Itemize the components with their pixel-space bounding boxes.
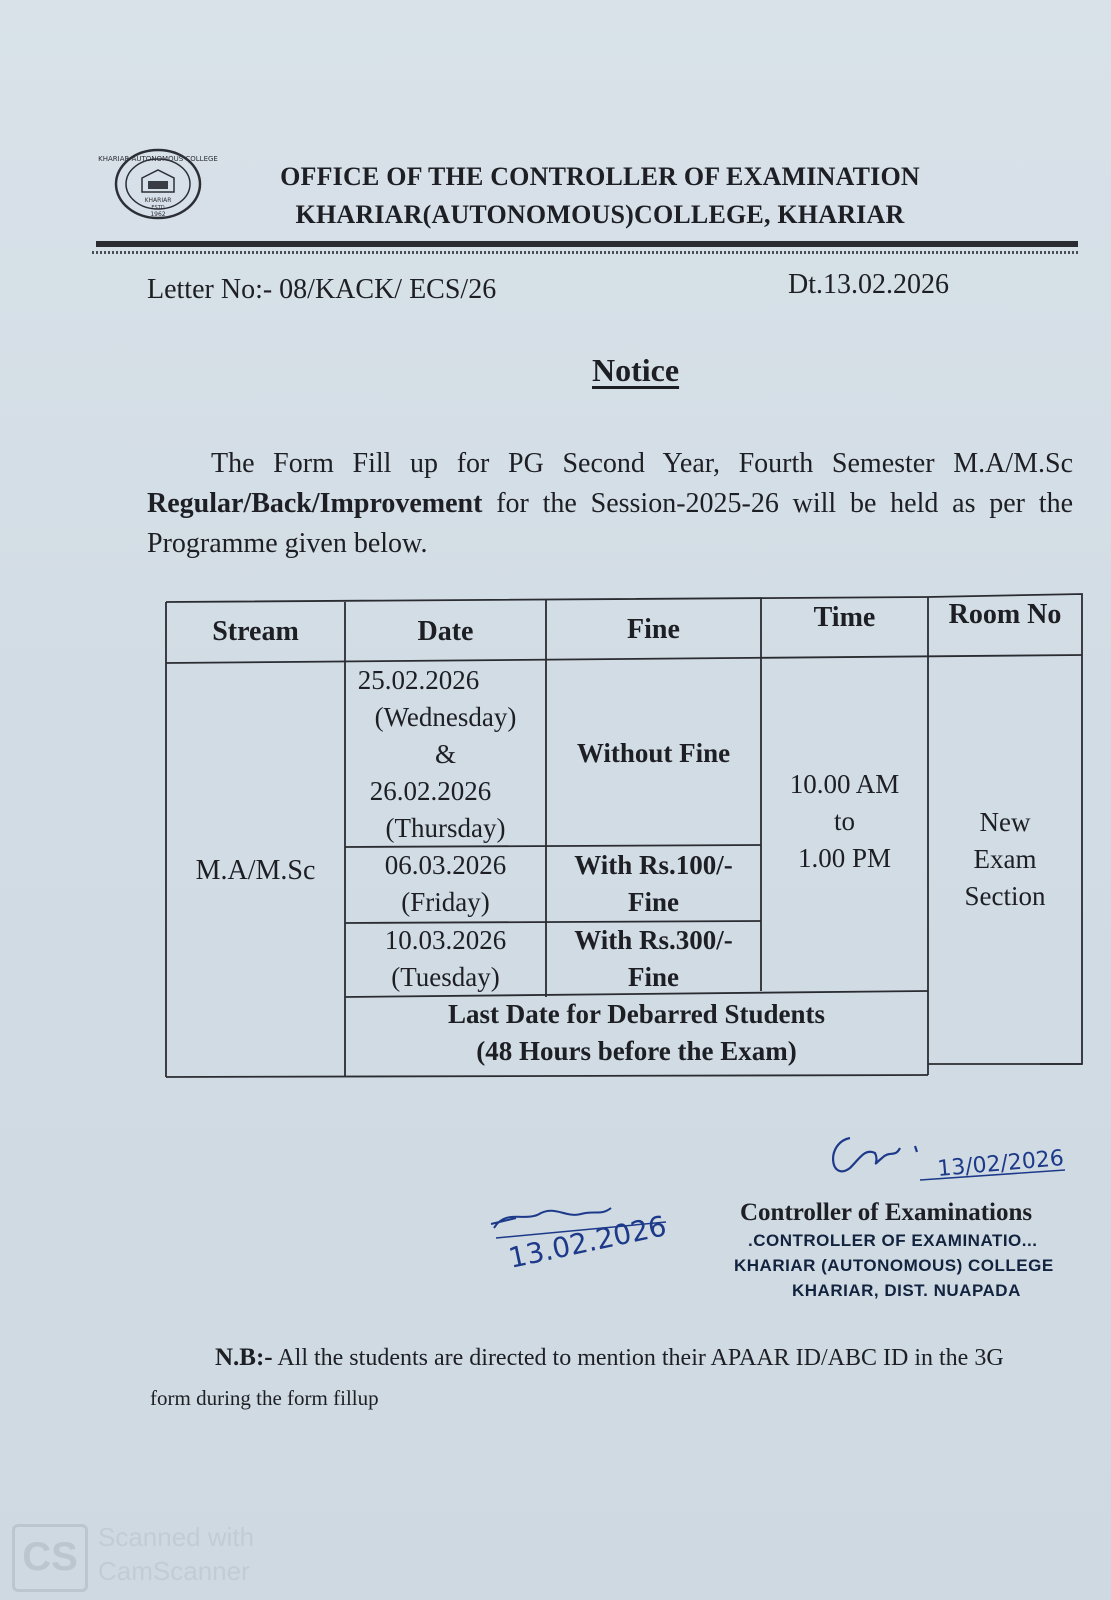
seal-text: KHARIAR AUTONOMOUS COLLEGE [98,155,218,163]
office-title: OFFICE OF THE CONTROLLER OF EXAMINATION [280,162,920,191]
notice-title: Notice [592,352,680,388]
para-bold: Regular/Back/Improvement [147,488,483,519]
room-line1: New [979,807,1031,837]
controller-signature [820,1128,1080,1198]
seal-inner2: ESTD [151,205,165,211]
time-end: 1.00 PM [797,843,892,873]
note [215,1344,1004,1372]
fine-row-2 [546,847,761,921]
date-row-3 [345,922,546,996]
date-row-1 [345,662,546,847]
fine-3b: Fine [628,962,679,992]
room-value [928,804,1082,915]
header-date: Date [417,616,474,647]
date-1e: (Thursday) [385,813,506,843]
seal-inner: KHARIAR [144,197,172,204]
date-row-2 [345,847,546,921]
debarred-note [345,996,928,1070]
room-line3: Section [964,881,1046,911]
room-line2: Exam [973,844,1037,874]
header-fine: Fine [627,614,680,645]
date-1d: 26.02.2026 [369,776,492,806]
time-start: 10.00 AM [789,769,900,799]
handwritten-date: 13/02/2026 [936,1146,1065,1182]
watermark-line2: CamScanner [98,1556,250,1586]
fine-3a: With Rs.300/- [574,925,733,955]
date-1a: 25.02.2026 [357,665,480,695]
second-signature [486,1188,686,1278]
header-stream: Stream [212,616,299,647]
date-2b: (Friday) [401,887,490,917]
debarred-line1: Last Date for Debarred Students [448,999,825,1029]
note-text: All the students are directed to mention their APAAR ID/ABC ID in the 3G [272,1345,1004,1371]
header-room: Room No [948,599,1062,630]
note-continued: form during the form fillup [150,1386,379,1410]
fine-2a: With Rs.100/- [574,850,733,880]
letter-date: Dt.13.02.2026 [788,269,949,300]
para-part2: for the Session-2025-26 will be held as per the Programme given below. [147,488,1073,559]
note-label: N.B:- [215,1344,273,1371]
seal-year: 1962 [150,211,166,218]
controller-title: Controller of Examinations [740,1199,1033,1226]
fine-2b: Fine [628,887,679,917]
college-title: KHARIAR(AUTONOMOUS)COLLEGE, KHARIAR [295,200,905,229]
watermark-line1: Scanned with [98,1522,255,1552]
date-3b: (Tuesday) [391,962,500,992]
date-1c: & [434,739,456,769]
debarred-line2: (48 Hours before the Exam) [476,1036,797,1066]
second-sign-date: 13.02.2026 [505,1209,670,1275]
fine-row-3 [546,922,761,996]
header-time: Time [813,602,876,633]
time-value [761,766,928,877]
date-1b: (Wednesday) [374,702,517,732]
letter-number: Letter No:- 08/KACK/ ECS/26 [147,274,497,305]
date-2a: 06.03.2026 [384,850,507,880]
camscanner-logo-icon: CS [12,1524,88,1592]
stamp-line1: .CONTROLLER OF EXAMINATIO... [748,1231,1038,1250]
para-part1: The Form Fill up for PG Second Year, Fourth Semester M.A/M.Sc [211,448,1073,479]
fine-row-1: Without Fine [576,738,731,768]
stamp-line3: KHARIAR, DIST. NUAPADA [792,1281,1021,1300]
time-to: to [833,806,855,836]
date-3a: 10.03.2026 [384,925,507,955]
stamp-line2: KHARIAR (AUTONOMOUS) COLLEGE [734,1256,1054,1275]
stream-value: M.A/M.Sc [195,855,316,886]
